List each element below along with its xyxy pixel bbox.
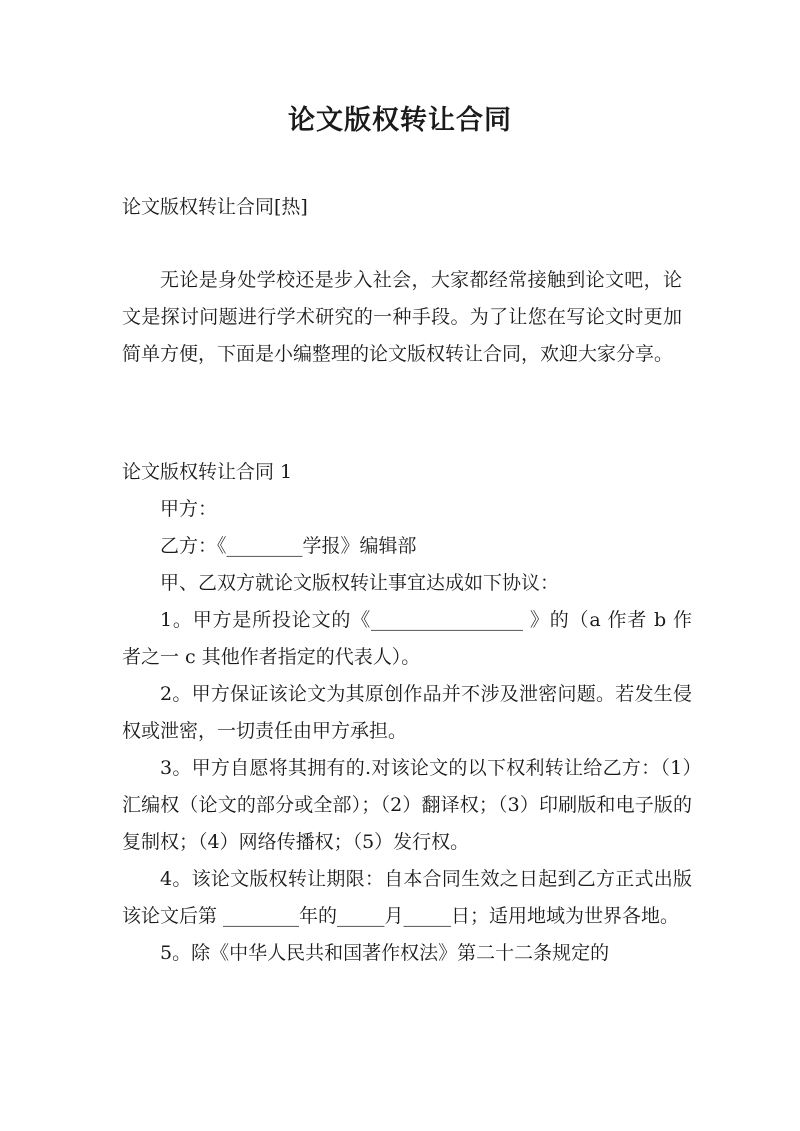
party-a-line: 甲方： bbox=[160, 498, 218, 520]
party-b-line: 乙方：《________学报》编辑部 bbox=[160, 535, 417, 557]
document-subtitle: 论文版权转让合同[热] bbox=[122, 196, 308, 218]
agreement-line: 甲、乙双方就论文版权转让事宜达成如下协议： bbox=[160, 572, 560, 594]
intro-paragraph: 无论是身处学校还是步入社会，大家都经常接触到论文吧，论文是探讨问题进行学术研究的一种手段。为了让您在写论文时更加简单方便，下面是小编整理的论文版权转让合同，欢迎大家分享。 bbox=[122, 269, 682, 365]
document-title: 论文版权转让合同 bbox=[288, 105, 512, 136]
contract-section bbox=[122, 454, 692, 972]
clause-1: 1。甲方是所投论文的《________________ 》的（a 作者 b 作者之一 c 其他作者指定的代表人）。 bbox=[122, 609, 692, 668]
section-heading: 论文版权转让合同 1 bbox=[122, 461, 293, 483]
clause-3: 3。甲方自愿将其拥有的.对该论文的以下权利转让给乙方：（1）汇编权（论文的部分或全部）；（2）翻译权；（3）印刷版和电子版的复制权；（4）网络传播权；（5）发行权。 bbox=[122, 757, 692, 853]
clause-4: 4。该论文版权转让期限：自本合同生效之日起到乙方正式出版该论文后第 ________年的_____月_____日；适用地域为世界各地。 bbox=[122, 868, 692, 927]
clause-2: 2。甲方保证该论文为其原创作品并不涉及泄密问题。若发生侵权或泄密，一切责任由甲方承担。 bbox=[122, 683, 692, 742]
clause-5: 5。除《中华人民共和国著作权法》第二十二条规定的 bbox=[160, 942, 610, 964]
